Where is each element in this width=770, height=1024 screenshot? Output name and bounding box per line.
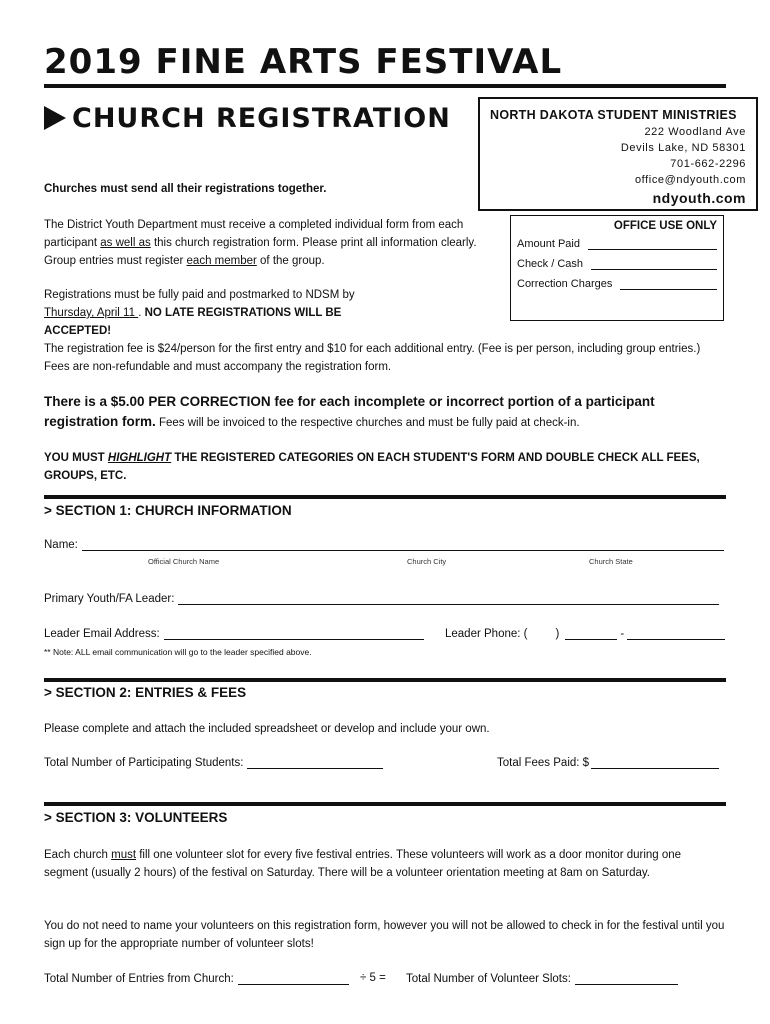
divide-by-five: ÷ 5 = [360, 972, 386, 984]
fees-field[interactable] [591, 756, 719, 769]
students-row [44, 756, 383, 769]
org-website: ndyouth.com [652, 190, 746, 206]
p5-text-a: YOU MUST [44, 452, 108, 464]
amount-paid-label: Amount Paid [517, 238, 580, 250]
s3-text-a: Each church [44, 849, 112, 861]
p1-each-member: each member [186, 255, 257, 267]
section-1-heading: > SECTION 1: CHURCH INFORMATION [44, 503, 292, 518]
office-use-heading: OFFICE USE ONLY [613, 220, 717, 232]
section-3-heading: > SECTION 3: VOLUNTEERS [44, 810, 228, 825]
area-code-field[interactable] [527, 628, 555, 640]
amount-paid-field[interactable] [588, 239, 717, 250]
section-3-divider [44, 802, 726, 806]
phone-dash: - [620, 628, 625, 640]
p2-deadline-date: Thursday, April 11 [44, 307, 139, 319]
check-cash-label: Check / Cash [517, 258, 584, 270]
phone-close-paren: ) [555, 628, 560, 640]
slots-field[interactable] [575, 972, 678, 985]
leader-field[interactable] [178, 592, 719, 605]
entries-field[interactable] [238, 972, 349, 985]
correction-charges-field[interactable] [620, 279, 717, 290]
title-divider [44, 84, 726, 88]
intro-paragraph-2 [44, 286, 384, 340]
church-name-row [44, 538, 724, 551]
p2-text-a: Registrations must be fully paid and postmarked to NDSM by [44, 289, 355, 301]
s3-text-b: fill one volunteer slot for every five festival entries. These volunteers will work as a door monitor during one segment (usually 2 hours) of the festival on Saturday. There will be a volunteer orientation meeting at 8am on Saturday. [44, 849, 682, 879]
intro-paragraph-1 [44, 216, 494, 270]
leader-label: Primary Youth/FA Leader: [44, 593, 175, 605]
volunteer-paragraph-1 [44, 846, 724, 882]
correction-charges-row [517, 278, 717, 290]
p1-text-b: this church registration form. Please print all information clearly. Group entries must register [44, 237, 477, 267]
church-name-label: Name: [44, 539, 78, 551]
leader-email-label: Leader Email Address: [44, 628, 160, 640]
entries-row [44, 972, 349, 985]
fee-paragraph: The registration fee is $24/person for the first entry and $10 for each additional entry. (Fee is per person, including group entries.) Fees are non-refundable and must accompany the registration form. [44, 343, 701, 373]
leader-row [44, 592, 719, 605]
slots-row [406, 972, 678, 985]
section-2-divider [44, 678, 726, 682]
leader-phone-row [445, 627, 725, 640]
org-name: NORTH DAKOTA STUDENT MINISTRIES [490, 108, 737, 122]
page-subtitle [44, 103, 451, 134]
send-together-note: Churches must send all their registrations together. [44, 183, 327, 195]
highlight-instructions [44, 449, 726, 485]
students-field[interactable] [247, 756, 383, 769]
caption-church-name: Official Church Name [148, 557, 220, 566]
p2-text-b: . [138, 307, 145, 319]
org-phone: 701-662-2296 [670, 158, 746, 170]
section-1-divider [44, 495, 726, 499]
church-name-field[interactable] [82, 538, 724, 551]
org-email: office@ndyouth.com [634, 174, 746, 186]
org-city: Devils Lake, ND 58301 [620, 142, 746, 154]
fees-row [497, 756, 719, 769]
students-label: Total Number of Participating Students: [44, 757, 244, 769]
section-2-instructions: Please complete and attach the included spreadsheet or develop and include your own. [44, 723, 490, 735]
play-triangle-icon [44, 106, 66, 130]
correction-charges-label: Correction Charges [517, 278, 613, 290]
p1-text-c: of the group. [256, 255, 325, 267]
amount-paid-row [517, 238, 717, 250]
section-2-heading: > SECTION 2: ENTRIES & FEES [44, 685, 247, 700]
no-late-registrations: NO LATE REGISTRATIONS WILL BE ACCEPTED! [44, 307, 342, 337]
entries-label: Total Number of Entries from Church: [44, 973, 234, 985]
leader-phone-label: Leader Phone: ( [445, 628, 528, 640]
p5-highlight: HIGHLIGHT [107, 452, 172, 464]
phone-line-field[interactable] [627, 627, 725, 640]
p5-text-b: THE REGISTERED CATEGORIES ON EACH STUDENT'S FORM AND DOUBLE CHECK ALL FEES, GROUPS, ETC. [44, 452, 700, 482]
phone-prefix-field[interactable] [565, 627, 617, 640]
leader-email-row [44, 627, 424, 640]
email-note: ** Note: ALL email communication will go to the leader specified above. [44, 647, 312, 657]
p1-as-well-as: as well as [100, 237, 151, 249]
caption-church-state: Church State [589, 557, 633, 566]
volunteer-paragraph-2: You do not need to name your volunteers on this registration form, however you will not be allowed to check in for the festival until you sign up for the appropriate number of volunteer slots! [44, 920, 725, 950]
check-cash-field[interactable] [591, 259, 717, 270]
check-cash-row [517, 258, 717, 270]
org-address: 222 Woodland Ave [644, 126, 746, 138]
slots-label: Total Number of Volunteer Slots: [406, 973, 571, 985]
page-title: 2019 FINE ARTS FESTIVAL [44, 42, 563, 82]
office-use-box [510, 215, 724, 321]
org-contact-box [478, 97, 758, 211]
correction-fee-bold: There is a $5.00 PER CORRECTION fee for each incomplete or incorrect portion of a participant registration form. [44, 394, 655, 429]
correction-fee-rest: Fees will be invoiced to the respective churches and must be fully paid at check-in. [155, 417, 580, 429]
p1-text-a: The District Youth Department must receive a completed individual form from each participant [44, 219, 464, 249]
leader-email-field[interactable] [164, 627, 424, 640]
subtitle-text: CHURCH REGISTRATION [72, 103, 451, 134]
fees-label: Total Fees Paid: $ [497, 757, 590, 769]
correction-fee-paragraph [44, 392, 684, 433]
s3-must: must [111, 849, 137, 861]
caption-church-city: Church City [407, 557, 447, 566]
